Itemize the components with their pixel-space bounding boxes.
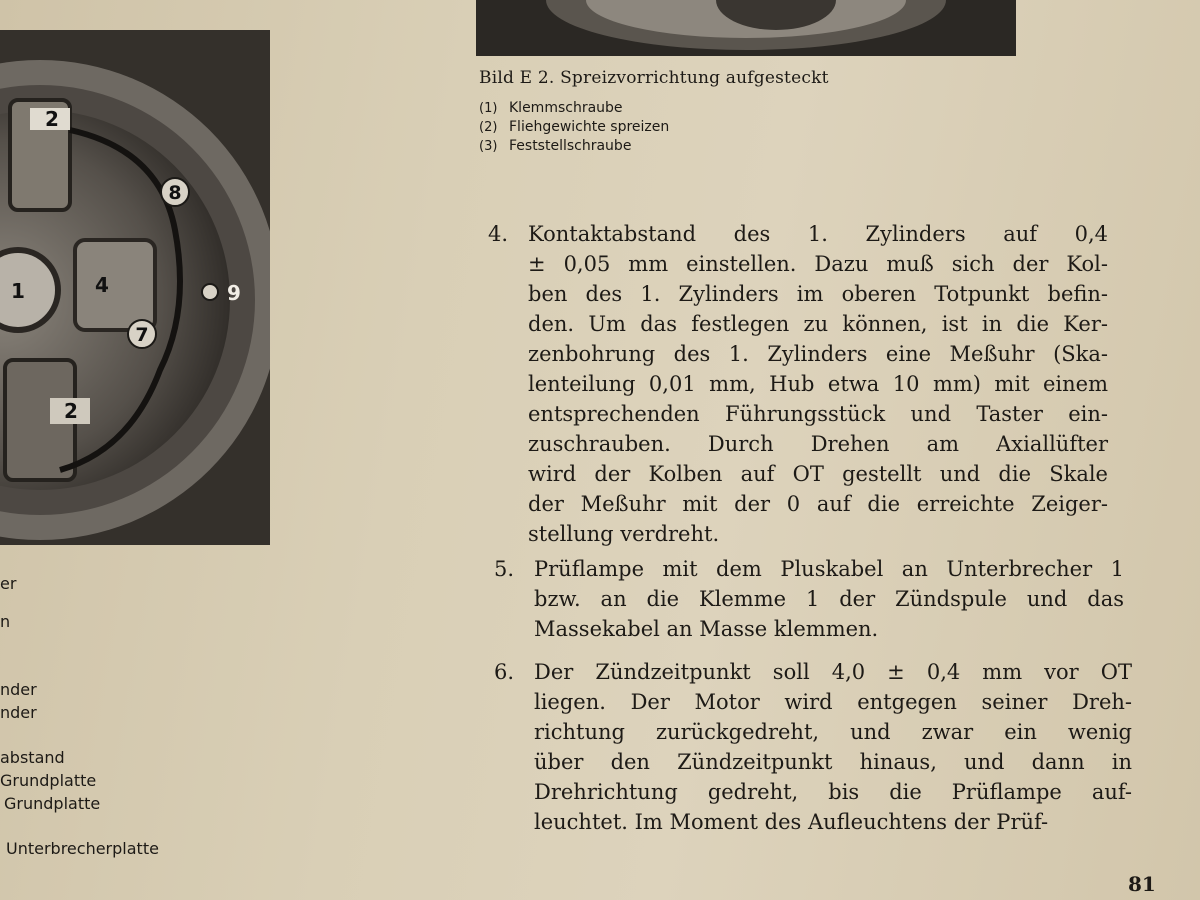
photo-label-8: 8 — [168, 182, 182, 204]
step-line: Drehrichtung gedreht, bis die Prüflampe auf- — [534, 780, 1132, 804]
step-line: stellung verdreht. — [528, 522, 720, 546]
left-legend-line: abstand — [0, 748, 65, 767]
step-line: ben des 1. Zylinders im oberen Totpunkt befin- — [528, 282, 1108, 306]
left-legend-line: Grundplatte — [0, 771, 97, 790]
caption-item-number: (2) — [479, 120, 498, 135]
distributor-photo — [0, 30, 270, 545]
step-line: den. Um das festlegen zu können, ist in die Ker- — [528, 312, 1108, 336]
photo-label-9: 9 — [227, 281, 241, 305]
photo-label-2-top: 2 — [45, 107, 59, 131]
photo-label-1: 1 — [11, 279, 25, 303]
step-line: liegen. Der Motor wird entgegen seiner Dreh- — [534, 690, 1132, 714]
caption-item-text: Fliehgewichte spreizen — [509, 119, 670, 135]
step-line: richtung zurückgedreht, und zwar ein wenig — [534, 720, 1132, 744]
figure-caption-title: Bild E 2. Spreizvorrichtung aufgesteckt — [479, 68, 829, 88]
photo-label-7: 7 — [135, 324, 149, 346]
step-number: 6. — [494, 660, 515, 684]
step-text — [534, 554, 1124, 644]
step-line: lenteilung 0,01 mm, Hub etwa 10 mm) mit einem — [528, 372, 1108, 396]
step-line: bzw. an die Klemme 1 der Zündspule und das — [534, 587, 1124, 611]
left-legend-line: Unterbrecherplatte — [6, 839, 159, 858]
step-line: zuschrauben. Durch Drehen am Axiallüfter — [528, 432, 1108, 456]
step-line: über den Zündzeitpunkt hinaus, und dann in — [534, 750, 1132, 774]
caption-item — [479, 137, 669, 156]
page-number: 81 — [1128, 872, 1156, 896]
step-number: 5. — [494, 557, 515, 581]
caption-item-text: Klemmschraube — [509, 100, 623, 116]
caption-item — [479, 118, 669, 137]
left-legend-line: Grundplatte — [4, 794, 101, 813]
step-text — [534, 657, 1132, 837]
step-line: ± 0,05 mm einstellen. Dazu muß sich der Kol- — [528, 252, 1108, 276]
caption-item-number: (1) — [479, 101, 498, 116]
step-number: 4. — [488, 222, 509, 246]
figure-caption-legend — [479, 99, 669, 156]
top-photo — [476, 0, 1016, 56]
step-line: Prüflampe mit dem Pluskabel an Unterbrecher 1 — [534, 557, 1124, 581]
left-legend-line: er — [0, 574, 17, 593]
photo-label-4: 4 — [95, 273, 109, 297]
caption-item-text: Feststellschraube — [509, 138, 632, 154]
step-line: der Meßuhr mit der 0 auf die erreichte Zeiger- — [528, 492, 1108, 516]
left-legend-line: nder — [0, 680, 37, 699]
step-line: leuchtet. Im Moment des Aufleuchtens der Prüf- — [534, 810, 1049, 834]
step-line: Der Zündzeitpunkt soll 4,0 ± 0,4 mm vor OT — [534, 660, 1132, 684]
photo-label-2-bottom: 2 — [64, 399, 78, 423]
caption-item-number: (3) — [479, 139, 498, 154]
step-line: entsprechenden Führungsstück und Taster ein- — [528, 402, 1108, 426]
step-line: Massekabel an Masse klemmen. — [534, 617, 879, 641]
left-legend-line: n — [0, 612, 11, 631]
caption-item — [479, 99, 669, 118]
step-line: zenbohrung des 1. Zylinders eine Meßuhr (Ska- — [528, 342, 1108, 366]
step-line: Kontaktabstand des 1. Zylinders auf 0,4 — [528, 222, 1108, 246]
step-line: wird der Kolben auf OT gestellt und die Skale — [528, 462, 1108, 486]
left-legend-line: nder — [0, 703, 37, 722]
step-text — [528, 219, 1108, 549]
